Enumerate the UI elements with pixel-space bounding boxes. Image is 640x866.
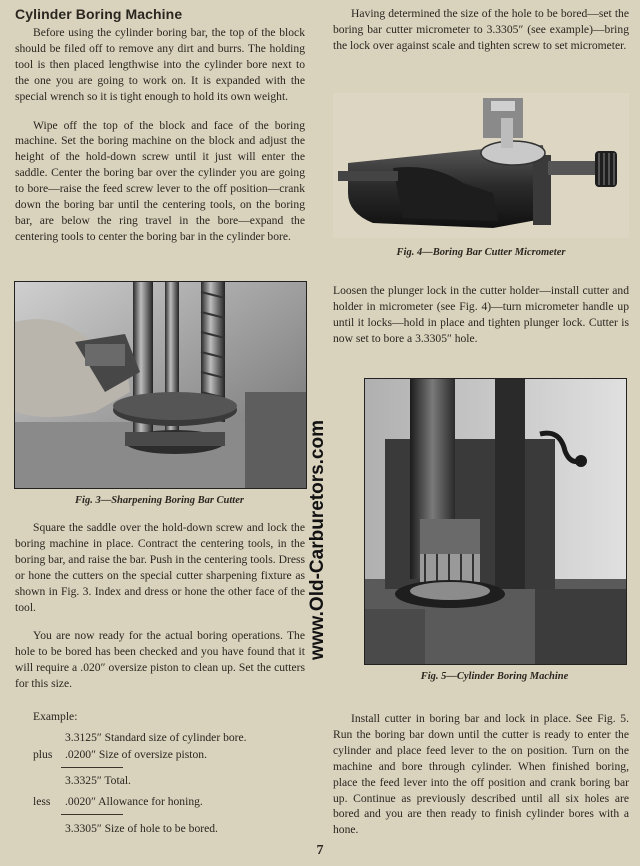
fig4-caption: Fig. 4—Boring Bar Cutter Micrometer <box>396 247 566 258</box>
example-value: 3.3305″ Size of hole to be bored. <box>65 822 218 835</box>
paragraph-holding-tool: Before using the cylinder boring bar, the top of the block should be filed off to remove any dirt and burrs. The holding tool is then placed lengthwise into the cylinder bore next to the one you are going to work on. It is expanded with the special wrench so it is tight enough to hold its own weight. <box>15 26 305 103</box>
example-value: .0020″ Allowance for honing. <box>65 795 203 808</box>
paragraph-plunger-lock: Loosen the plunger lock in the cutter holder—install cutter and holder in micrometer (see Fig. 4)—turn micrometer handle up until it locks—hold in place and tighten plunger lock. Cutter is now set to bore a 3.3305″ hole. <box>333 284 629 345</box>
right-column-lower <box>333 711 629 838</box>
micrometer-illustration <box>333 93 629 238</box>
example-row-result <box>33 822 218 835</box>
section-heading: Cylinder Boring Machine <box>15 6 183 22</box>
example-value: .0200″ Size of oversize piston. <box>65 748 207 761</box>
example-value: 3.3125″ Standard size of cylinder bore. <box>65 731 247 744</box>
example-label: Example: <box>33 710 78 723</box>
sharpening-fixture-illustration <box>15 282 306 488</box>
paragraph-ready-boring: You are now ready for the actual boring operations. The hole to be bored has been checked and you have found that it will require a .020″ oversize piston to clean up. Set the cutters for this size. <box>15 629 305 691</box>
paragraph-square-saddle: Square the saddle over the hold-down screw and lock the boring machine in place. Contract the centering tools, in the boring bar, and raise the bar. Push in the centering tools. Dress or hone the cutters on the special cutter sharpening fixture as shown in Fig. 3. Index and dress or hone the other face of the tool. <box>15 521 305 614</box>
paragraph-setup: Wipe off the top of the block and face of the boring machine. Set the boring machine on the block and adjust the height of the hold-down screw until it just will enter the saddle. Center the boring bar over the cylinder you are going to bore—raise the feed screw lever to the off position—crank down the boring bar until the centering tools, on the boring bar, are below the ring travel in the bore—expand the centering tools to center the boring bar in the cylinder bore. <box>15 118 305 243</box>
right-column-mid <box>333 283 629 347</box>
example-prefix: plus <box>33 748 53 761</box>
fig5-caption: Fig. 5—Cylinder Boring Machine <box>420 671 569 682</box>
right-column <box>333 6 629 54</box>
example-row-oversize <box>33 748 207 761</box>
cylinder-boring-machine-illustration <box>365 379 626 664</box>
paragraph-install-cutter: Install cutter in boring bar and lock in place. See Fig. 5. Run the boring bar down until the cutter is ready to enter the cylinder and place feed lever to the on position. Turn on the machine and bore through cylinder. When finished boring, place the feed lever into the off position and crank boring bar up. Continue as previously described until all six holes are bored and you are then ready to finish cylinder bores with a hone. <box>333 712 629 837</box>
difference-rule <box>61 814 123 815</box>
example-row-total <box>33 774 131 787</box>
page-number: 7 <box>316 843 324 858</box>
example-row-honing <box>33 795 203 808</box>
website-watermark: www.Old-Carburetors.com <box>307 420 328 660</box>
sum-rule <box>61 767 123 768</box>
fig3-photo <box>14 281 307 489</box>
left-column <box>15 6 305 245</box>
paragraph-set-micrometer: Having determined the size of the hole to be bored—set the boring bar cutter micrometer to 3.3305″ (see example)—bring the lock over against scale and tighten screw to set micrometer. <box>333 7 629 52</box>
left-column-lower <box>15 520 305 692</box>
fig3-caption: Fig. 3—Sharpening Boring Bar Cutter <box>75 495 244 506</box>
fig4-photo <box>333 93 629 238</box>
example-row-standard <box>33 731 247 744</box>
example-prefix: less <box>33 795 51 808</box>
example-value: 3.3325″ Total. <box>65 774 131 787</box>
fig5-photo <box>364 378 627 665</box>
